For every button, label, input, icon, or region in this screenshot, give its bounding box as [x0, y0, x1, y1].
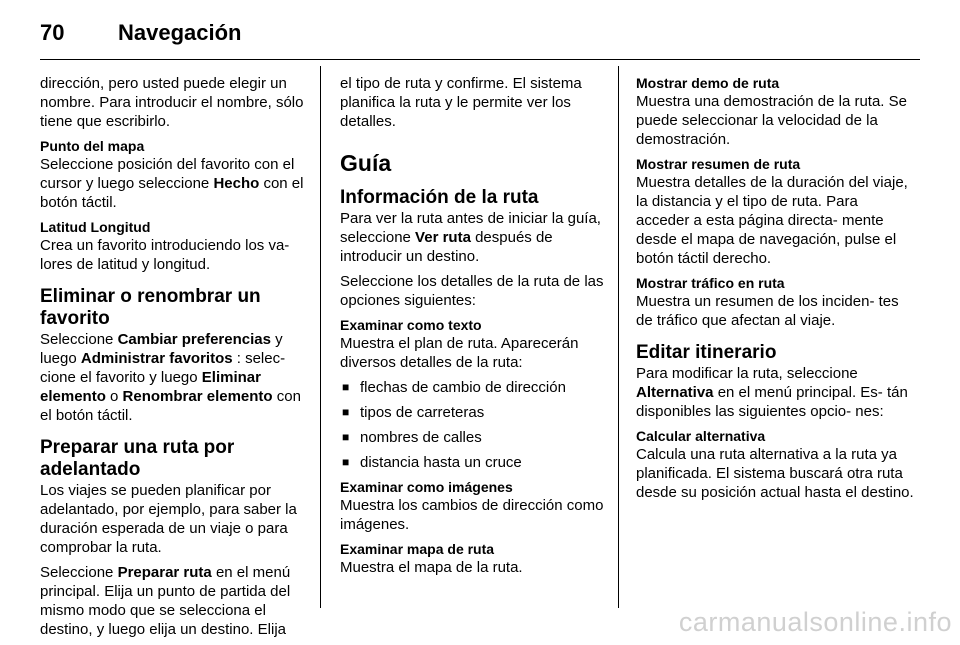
heading-eliminar-renombrar: Eliminar o renombrar un favorito — [40, 286, 261, 329]
paragraph: Seleccione posición del favorito con el cursor y luego seleccione Hecho con el botón táctil. — [40, 156, 304, 211]
bullet-list — [340, 378, 608, 472]
paragraph: dirección, pero usted puede elegir un nombre. Para introducir el nombre, sólo tiene que escribirlo. — [40, 75, 304, 130]
paragraph: Seleccione Cambiar preferencias y luego Administrar favoritos : selec- cione el favorito y luego Eliminar elemento o Renombrar elemento con el botón táctil. — [40, 331, 301, 424]
heading-editar-itinerario: Editar itinerario — [636, 342, 777, 363]
menu-term-ver-ruta: Ver ruta — [415, 229, 471, 246]
paragraph: Muestra un resumen de los inciden- tes de tráfico que afectan al viaje. — [636, 293, 899, 329]
paragraph: Calcula una ruta alternativa a la ruta ya planificada. El sistema buscará otra ruta desde su posición actual hasta el destino. — [636, 446, 914, 501]
column-divider-2 — [618, 66, 619, 608]
paragraph: Muestra una demostración de la ruta. Se puede seleccionar la velocidad de la demostración. — [636, 93, 907, 148]
term-calcular-alternativa: Calcular alternativa — [636, 428, 766, 444]
term-punto-del-mapa: Punto del mapa — [40, 138, 145, 154]
page-number: 70 — [40, 20, 65, 45]
term-latitud-longitud: Latitud Longitud — [40, 219, 151, 235]
heading-informacion-ruta: Información de la ruta — [340, 187, 539, 208]
paragraph: Muestra el plan de ruta. Aparecerán diversos detalles de la ruta: — [340, 335, 579, 371]
watermark: carmanualsonline.info — [678, 607, 952, 637]
paragraph: el tipo de ruta y confirme. El sistema planifica la ruta y le permite ver los detalles. — [340, 75, 582, 130]
term-mostrar-demo: Mostrar demo de ruta — [636, 75, 780, 91]
term-mostrar-resumen: Mostrar resumen de ruta — [636, 156, 801, 172]
column-divider-1 — [320, 66, 321, 608]
list-item: ■ tipos de carreteras — [340, 403, 608, 422]
section-title: Navegación — [118, 20, 242, 45]
list-item: ■ nombres de calles — [340, 428, 608, 447]
list-item: ■ flechas de cambio de dirección — [340, 378, 608, 397]
paragraph: Muestra el mapa de la ruta. — [340, 559, 523, 576]
list-item: ■ distancia hasta un cruce — [340, 453, 608, 472]
paragraph: Para modificar la ruta, seleccione Alternativa en el menú principal. Es- tán disponibles las siguientes opcio- nes: — [636, 365, 908, 420]
paragraph: Muestra detalles de la duración del viaje, la distancia y el tipo de ruta. Para acceder a esta página directa- mente desde el mapa de navegación, pulse el botón táctil derecho. — [636, 174, 908, 267]
menu-term-renombrar-elemento: Renombrar elemento — [122, 388, 273, 405]
term-examinar-texto: Examinar como texto — [340, 317, 482, 333]
paragraph: Crea un favorito introduciendo los va- lores de latitud y longitud. — [40, 237, 290, 273]
menu-term-preparar-ruta: Preparar ruta — [117, 564, 212, 581]
page-header — [40, 14, 920, 54]
column-3 — [636, 74, 914, 508]
paragraph: Los viajes se pueden planificar por adelantado, por ejemplo, para saber la duración esperada de un viaje o para comprobar la ruta. — [40, 482, 297, 556]
heading-preparar-ruta: Preparar una ruta por adelantado — [40, 437, 235, 480]
paragraph: Seleccione Preparar ruta en el menú principal. Elija un punto de partida del mismo modo que se selecciona el destino, y luego elija un destino. Elija — [40, 564, 291, 638]
paragraph: Muestra los cambios de dirección como imágenes. — [340, 497, 604, 533]
heading-guia: Guía — [340, 150, 392, 176]
menu-term-administrar-favoritos: Administrar favoritos — [80, 350, 233, 367]
menu-term-eliminar-elemento: Eliminar elemento — [40, 369, 261, 405]
menu-term-alternativa: Alternativa — [636, 384, 714, 401]
column-2 — [340, 74, 608, 583]
paragraph: Seleccione los detalles de la ruta de las opciones siguientes: — [340, 273, 604, 309]
menu-term-hecho: Hecho — [213, 175, 260, 192]
paragraph: Para ver la ruta antes de iniciar la guía, seleccione Ver ruta después de introducir un destino. — [340, 210, 601, 265]
menu-term-cambiar-preferencias: Cambiar preferencias — [117, 331, 271, 348]
term-examinar-imagenes: Examinar como imágenes — [340, 479, 513, 495]
term-mostrar-trafico: Mostrar tráfico en ruta — [636, 275, 785, 291]
term-examinar-mapa: Examinar mapa de ruta — [340, 541, 495, 557]
header-rule — [40, 59, 920, 60]
column-1 — [40, 74, 308, 645]
